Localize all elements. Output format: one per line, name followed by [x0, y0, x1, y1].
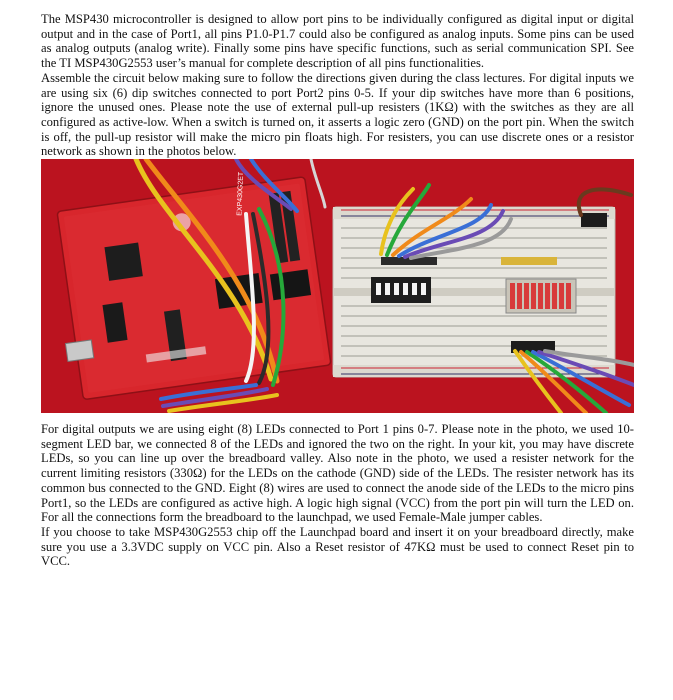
paragraph-intro: The MSP430 microcontroller is designed to allow port pins to be individually configured as digital input or digital output and in the case of Port1, all pins P1.0-P1.7 could also be configured as analog inputs. Some pins can be used as analog outputs (analog write). Finally some pins have specific functions, such as serial communication SPI. See the TI MSP430G2553 user’s manual for complete description of all pins functionalities.: [41, 12, 634, 71]
board-marking: EXP430G2ET: [236, 171, 245, 216]
paragraph-outputs: For digital outputs we are using eight (8) LEDs connected to Port 1 pins 0-7. Please note in the photo, we used 10-segment LED bar, we connected 8 of the LEDs and ignored the two on the right. In your kit, you may have discrete LEDs, so you can line up over the breadboard valley. Also note in the photo, we used a resister network for the current limiting resistors (330Ω) for the LEDs on the cathode (GND) side of the LEDs. The resister network has its common bus connected to the GND. Eight (8) wires are used to connect the anode side of the LEDs to the micro pins Port1, so the LEDs are configured as active high. A logic high signal (VCC) from the port pin will turn the LED on. For all the connections form the breadboard to the launchpad, we used Female-Male jumper cables.: [41, 422, 634, 525]
paragraph-assemble: Assemble the circuit below making sure to follow the directions given during the class lectures. For digital inputs we are using six (6) dip switches connected to port Port2 pins 0-5. If your dip switches have more than 6 positions, ignore the unused ones. Please note the use of external pull-up resisters (1KΩ) with the switches as they are all configured as active-low. When a switch is turned on, it asserts a logic zero (GND) on the port pin. When the switch is off, the pull-up resistor will make the micro pin floats high. For resisters, you can use discrete ones or a resistor network as shown in the photos below.: [41, 70, 634, 159]
document-page: [41, 12, 634, 569]
circuit-photo: [41, 159, 634, 413]
paragraph-chip: If you choose to take MSP430G2553 chip off the Launchpad board and insert it on your breadboard directly, make sure you use a 3.3VDC supply on VCC pin. Also a Reset resistor of 47KΩ must be used to connect Reset pin to VCC.: [41, 524, 634, 569]
resistor-network: [381, 257, 437, 265]
debugger-chip: [104, 243, 142, 281]
usb-connector: [65, 340, 93, 361]
